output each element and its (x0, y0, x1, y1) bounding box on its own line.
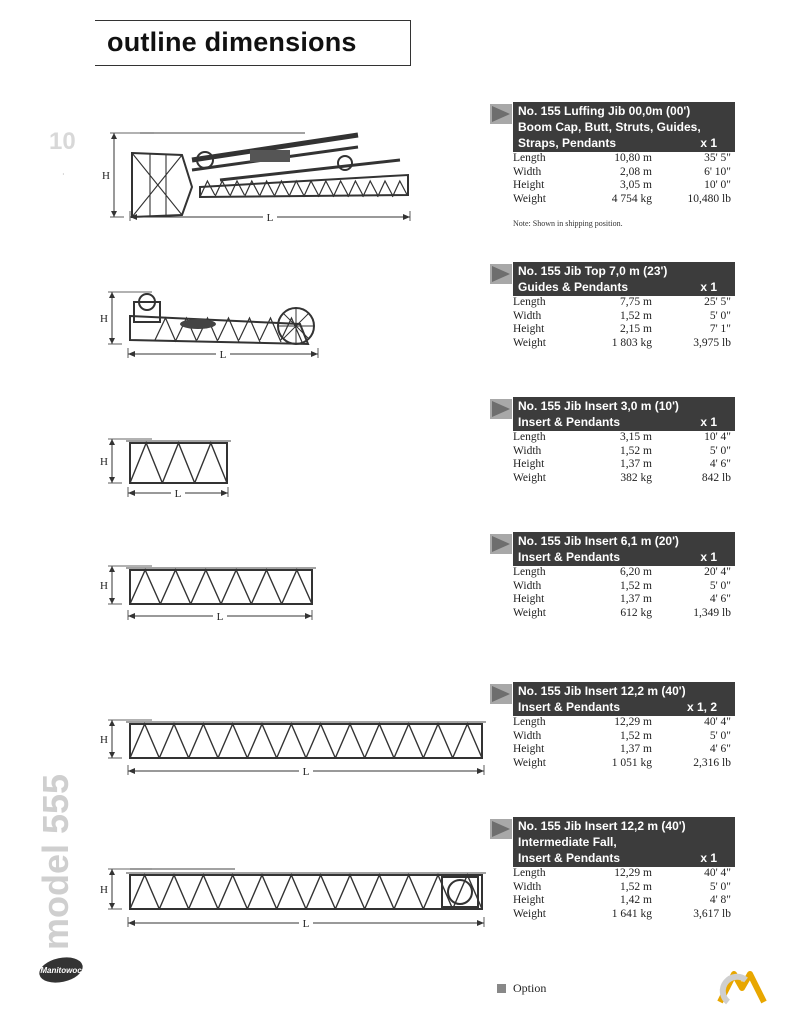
metric-value: 7,75 m (620, 296, 652, 308)
dimension-table (513, 431, 731, 485)
component-quantity: x 1 (700, 415, 717, 429)
component-title-line: No. 155 Jib Insert 12,2 m (40') (518, 684, 686, 698)
dimension-row (513, 310, 731, 324)
component-spec (490, 532, 740, 620)
dimension-table (513, 566, 731, 620)
page-title: outline dimensions (107, 27, 357, 57)
dimension-name: Weight (513, 192, 546, 205)
dimension-name: Height (513, 743, 545, 755)
dimension-row (513, 908, 731, 922)
dimension-name: Height (513, 894, 545, 906)
imperial-value: 20' 4" (704, 566, 731, 578)
dimension-name: Width (513, 165, 542, 178)
component-title-line: Insert & Pendants x 1 (518, 415, 717, 429)
imperial-value: 3,617 lb (693, 907, 731, 920)
metric-value: 1,37 m (620, 593, 652, 605)
height-dim-label: H (100, 734, 108, 746)
dimension-row (513, 445, 731, 459)
metric-value: 3,05 m (620, 179, 652, 191)
shipping-note: Note: Shown in shipping position. (513, 219, 623, 228)
bullet-arrow-icon (490, 534, 512, 554)
height-dim-label: H (100, 313, 108, 325)
metric-value: 1 051 kg (611, 756, 652, 769)
dimension-row (513, 296, 731, 310)
component-quantity: x 1 (700, 851, 717, 865)
metric-value: 2,15 m (620, 323, 652, 335)
dimension-name: Height (513, 323, 545, 335)
dimension-table (513, 296, 731, 350)
imperial-value: 4' 6" (709, 593, 731, 605)
component-title-line: Insert & Pendants x 1 (518, 851, 717, 865)
dimension-row (513, 472, 731, 486)
metric-value: 1 641 kg (611, 907, 652, 920)
manitowoc-logo-text: Manitowoc (40, 965, 82, 975)
margin-mark: · (62, 170, 65, 179)
metric-value: 1,52 m (620, 444, 652, 457)
component-spec (490, 682, 740, 770)
component-title-line: Guides & Pendants x 1 (518, 280, 717, 294)
metric-value: 6,20 m (620, 566, 652, 578)
imperial-value: 40' 4" (704, 716, 731, 728)
dimension-name: Height (513, 593, 545, 605)
dimension-name: Length (513, 867, 546, 879)
dimension-table (513, 716, 731, 770)
length-dim-label: L (174, 488, 182, 500)
metric-value: 12,29 m (614, 867, 652, 879)
imperial-value: 4' 8" (709, 894, 731, 906)
dimension-row (513, 193, 731, 207)
imperial-value: 35' 5" (704, 152, 731, 164)
component-title-line: Boom Cap, Butt, Struts, Guides, (518, 120, 701, 134)
dimension-row (513, 881, 731, 895)
metric-value: 382 kg (620, 471, 652, 484)
imperial-value: 3,975 lb (693, 336, 731, 349)
component-quantity: x 1, 2 (686, 700, 717, 714)
insert-6m-drawing (100, 562, 500, 624)
dimension-name: Width (513, 579, 542, 592)
component-header (513, 817, 735, 867)
length-dim-label: L (266, 212, 274, 224)
insert-12m-drawing (100, 718, 500, 780)
dimension-row (513, 867, 731, 881)
height-dim-label: H (100, 884, 108, 896)
dimension-row (513, 431, 731, 445)
dimension-name: Height (513, 458, 545, 470)
component-title-line: No. 155 Jib Top 7,0 m (23') (518, 264, 668, 278)
metric-value: 3,15 m (620, 431, 652, 443)
component-title-line: Straps, Pendants x 1 (518, 136, 717, 150)
component-spec (490, 102, 740, 206)
component-quantity: x 1 (700, 550, 717, 564)
luffing-jib-drawing (100, 125, 500, 230)
metric-value: 1,42 m (620, 894, 652, 906)
component-header (513, 102, 735, 152)
dimension-name: Weight (513, 471, 546, 484)
page-number: 10 (49, 128, 76, 155)
dimension-name: Length (513, 431, 546, 443)
component-title-line: Intermediate Fall, (518, 835, 617, 849)
component-spec (490, 397, 740, 485)
corner-logo (716, 966, 768, 1006)
height-dim-label: H (102, 170, 110, 182)
component-title-line: No. 155 Luffing Jib 00,0m (00') (518, 104, 691, 118)
component-header (513, 682, 735, 716)
component-title-line: No. 155 Jib Insert 6,1 m (20') (518, 534, 679, 548)
dimension-row (513, 894, 731, 908)
component-title-line: Insert & Pendants x 1, 2 (518, 700, 717, 714)
dimension-row (513, 716, 731, 730)
dimension-table (513, 867, 731, 921)
dimension-name: Length (513, 716, 546, 728)
height-dim-label: H (100, 456, 108, 468)
imperial-value: 10' 0" (704, 179, 731, 191)
metric-value: 1,52 m (620, 309, 652, 322)
metric-value: 12,29 m (614, 716, 652, 728)
manitowoc-logo (38, 955, 84, 985)
dimension-name: Length (513, 566, 546, 578)
component-title-line: No. 155 Jib Insert 12,2 m (40') (518, 819, 686, 833)
length-dim-label: L (302, 766, 310, 778)
jib-top-drawing (100, 288, 500, 360)
metric-value: 1,37 m (620, 458, 652, 470)
dimension-row (513, 458, 731, 472)
length-dim-label: L (216, 611, 224, 623)
dimension-row (513, 166, 731, 180)
component-header (513, 532, 735, 566)
metric-value: 1,37 m (620, 743, 652, 755)
metric-value: 4 754 kg (611, 192, 652, 205)
metric-value: 1,52 m (620, 729, 652, 742)
dimension-row (513, 337, 731, 351)
imperial-value: 4' 6" (709, 743, 731, 755)
dimension-row (513, 593, 731, 607)
imperial-value: 1,349 lb (693, 606, 731, 619)
component-header (513, 397, 735, 431)
insert-12m-fall-drawing (100, 865, 500, 935)
length-dim-label: L (302, 918, 310, 930)
dimension-name: Weight (513, 907, 546, 920)
imperial-value: 40' 4" (704, 867, 731, 879)
bullet-arrow-icon (490, 104, 512, 124)
imperial-value: 4' 6" (709, 458, 731, 470)
dimension-name: Length (513, 296, 546, 308)
dimension-name: Weight (513, 606, 546, 619)
imperial-value: 842 lb (701, 471, 731, 484)
bullet-arrow-icon (490, 684, 512, 704)
dimension-row (513, 580, 731, 594)
dimension-name: Height (513, 179, 545, 191)
dimension-row (513, 566, 731, 580)
imperial-value: 5' 0" (709, 444, 731, 457)
metric-value: 1,52 m (620, 880, 652, 893)
imperial-value: 5' 0" (709, 579, 731, 592)
dimension-row (513, 757, 731, 771)
metric-value: 1,52 m (620, 579, 652, 592)
dimension-name: Width (513, 880, 542, 893)
component-spec (490, 262, 740, 350)
bullet-arrow-icon (490, 819, 512, 839)
bullet-arrow-icon (490, 264, 512, 284)
title-box (95, 20, 411, 66)
length-dim-label: L (219, 349, 227, 360)
imperial-value: 5' 0" (709, 729, 731, 742)
insert-3m-drawing (100, 435, 500, 500)
imperial-value: 5' 0" (709, 880, 731, 893)
imperial-value: 7' 1" (709, 323, 731, 335)
component-title-line: No. 155 Jib Insert 3,0 m (10') (518, 399, 679, 413)
legend (497, 981, 546, 996)
dimension-row (513, 730, 731, 744)
component-spec (490, 817, 740, 921)
dimension-name: Width (513, 444, 542, 457)
model-side-label: model 555 (35, 773, 76, 950)
component-quantity: x 1 (700, 280, 717, 294)
metric-value: 612 kg (620, 606, 652, 619)
dimension-row (513, 607, 731, 621)
dimension-table (513, 152, 731, 206)
dimension-row (513, 179, 731, 193)
height-dim-label: H (100, 580, 108, 592)
dimension-row (513, 323, 731, 337)
dimension-name: Length (513, 152, 546, 164)
legend-label: Option (513, 981, 547, 995)
imperial-value: 10,480 lb (687, 192, 731, 205)
dimension-name: Width (513, 309, 542, 322)
imperial-value: 10' 4" (704, 431, 731, 443)
component-header (513, 262, 735, 296)
imperial-value: 25' 5" (704, 296, 731, 308)
imperial-value: 5' 0" (709, 309, 731, 322)
dimension-row (513, 743, 731, 757)
imperial-value: 2,316 lb (693, 756, 731, 769)
dimension-name: Width (513, 729, 542, 742)
bullet-arrow-icon (490, 399, 512, 419)
imperial-value: 6' 10" (704, 165, 731, 178)
option-swatch (497, 984, 506, 993)
dimension-name: Weight (513, 756, 546, 769)
component-quantity: x 1 (700, 136, 717, 150)
component-title-line: Insert & Pendants x 1 (518, 550, 717, 564)
dimension-name: Weight (513, 336, 546, 349)
metric-value: 1 803 kg (611, 336, 652, 349)
metric-value: 10,80 m (614, 152, 652, 164)
dimension-row (513, 152, 731, 166)
metric-value: 2,08 m (620, 165, 652, 178)
